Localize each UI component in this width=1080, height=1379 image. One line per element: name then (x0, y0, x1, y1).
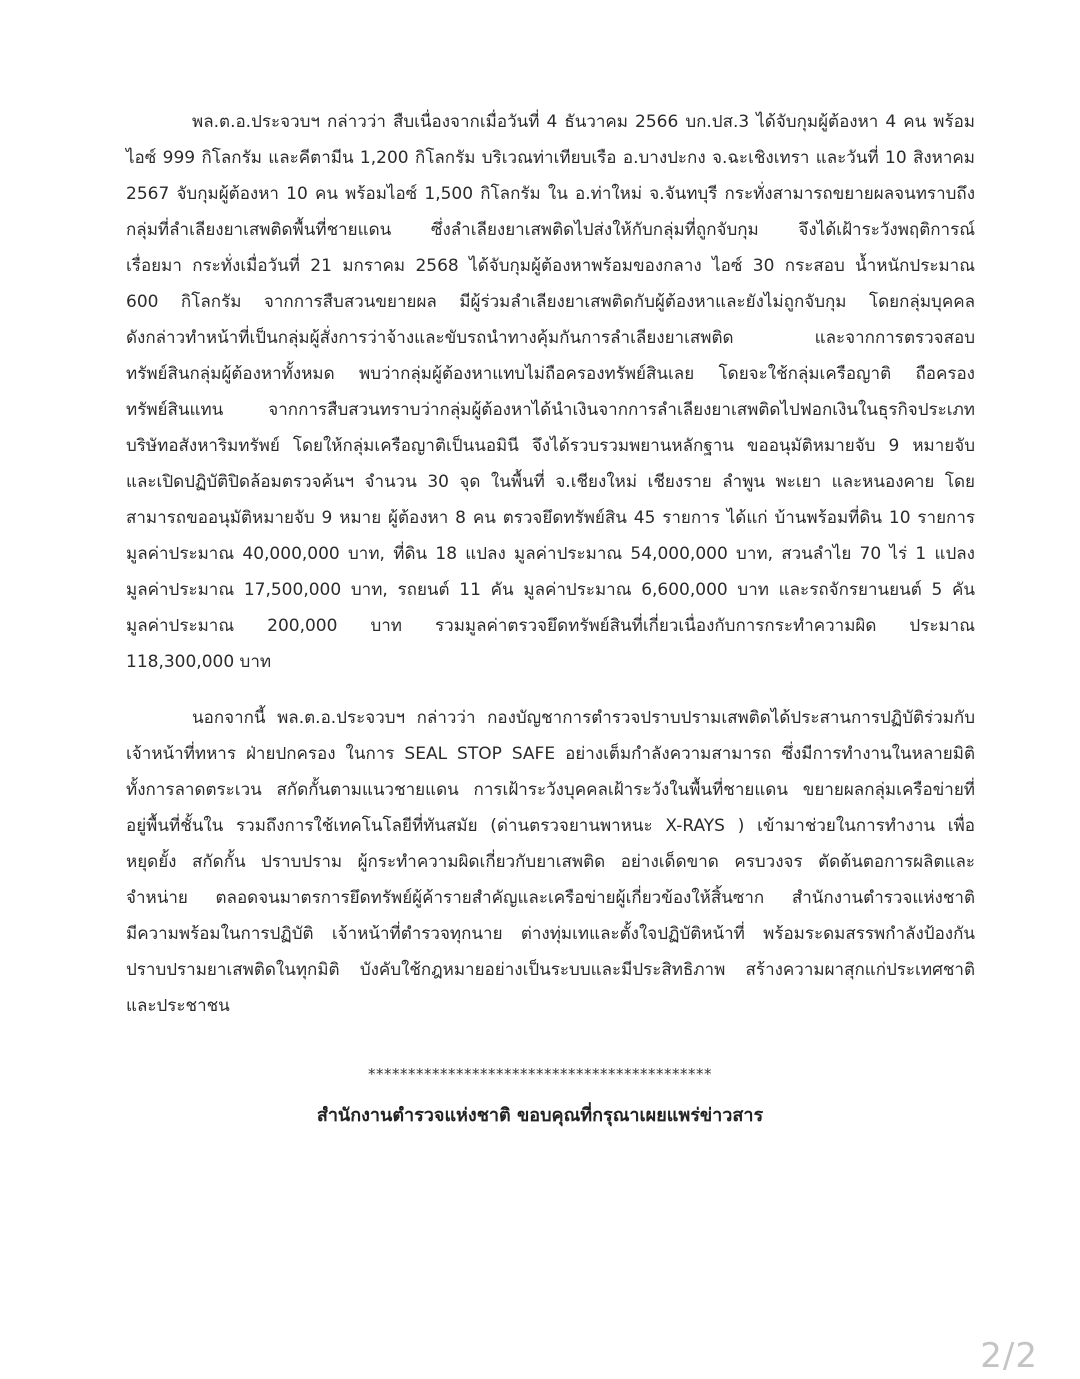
text-line: ไอซ์ 999 กิโลกรัม และคีตามีน 1,200 กิโลกรัม บริเวณท่าเทียบเรือ อ.บางปะกง จ.ฉะเชิงเทรา และวันที่ 10 สิงหาคม (126, 148, 975, 168)
text-line: ปราบปรามยาเสพติดในทุกมิติ บังคับใช้กฎหมายอย่างเป็นระบบและมีประสิทธิภาพ สร้างความผาสุกแก่ประเทศชาติ (126, 960, 975, 980)
text-line: ทรัพย์สินกลุ่มผู้ต้องหาทั้งหมด พบว่ากลุ่มผู้ต้องหาแทบไม่ถือครองทรัพย์สินเลย โดยจะใช้กลุ่มเครือญาติ ถือครอง (126, 364, 975, 384)
text-line: ทรัพย์สินแทน จากการสืบสวนทราบว่ากลุ่มผู้ต้องหาได้นำเงินจากการลำเลียงยาเสพติดไปฟอกเงินในธุรกิจประเภท (126, 400, 975, 420)
text-line: ดังกล่าวทำหน้าที่เป็นกลุ่มผู้สั่งการว่าจ้างและขับรถนำทางคุ้มกันการลำเลียงยาเสพติด และจากการตรวจสอบ (126, 328, 975, 348)
page-number: 2/2 (980, 1336, 1038, 1376)
paragraph-1 (126, 104, 975, 680)
text-line: และเปิดปฏิบัติปิดล้อมตรวจค้นฯ จำนวน 30 จุด ในพื้นที่ จ.เชียงใหม่ เชียงราย ลำพูน พะเยา และหนองคาย โดย (126, 472, 975, 492)
paragraph-2 (126, 700, 975, 1024)
closing-statement: สำนักงานตำรวจแห่งชาติ ขอบคุณที่กรุณาเผยแพร่ข่าวสาร (316, 1105, 764, 1126)
text-line: มีความพร้อมในการปฏิบัติ เจ้าหน้าที่ตำรวจทุกนาย ต่างทุ่มเทและตั้งใจปฏิบัติหน้าที่ พร้อมระดมสรรพกำลังป้องกัน (126, 924, 975, 944)
document-body (126, 104, 975, 1024)
text-line: 118,300,000 บาท (126, 652, 272, 672)
text-line: 600 กิโลกรัม จากการสืบสวนขยายผล มีผู้ร่วมลำเลียงยาเสพติดกับผู้ต้องหาและยังไม่ถูกจับกุม โดยกลุ่มบุคคล (126, 292, 975, 312)
text-line: สามารถขออนุมัติหมายจับ 9 หมาย ผู้ต้องหา 8 คน ตรวจยึดทรัพย์สิน 45 รายการ ได้แก่ บ้านพร้อมที่ดิน 10 รายการ (126, 508, 975, 528)
text-line: บริษัทอสังหาริมทรัพย์ โดยให้กลุ่มเครือญาติเป็นนอมินี จึงได้รวบรวมพยานหลักฐาน ขออนุมัติหมายจับ 9 หมายจับ (126, 436, 975, 456)
text-line: มูลค่าประมาณ 17,500,000 บาท, รถยนต์ 11 คัน มูลค่าประมาณ 6,600,000 บาท และรถจักรยานยนต์ 5 คัน (126, 580, 975, 600)
paragraph-gap (126, 680, 975, 700)
text-line: กลุ่มที่ลำเลียงยาเสพติดพื้นที่ชายแดน ซึ่งลำเลียงยาเสพติดไปส่งให้กับกลุ่มที่ถูกจับกุม จึงได้เฝ้าระวังพฤติการณ์ (126, 220, 975, 240)
text-line: 2567 จับกุมผู้ต้องหา 10 คน พร้อมไอซ์ 1,500 กิโลกรัม ใน อ.ท่าใหม่ จ.จันทบุรี กระทั่งสามารถขยายผลจนทราบถึง (126, 184, 975, 204)
separator-stars: ******************************************* (368, 1065, 712, 1083)
text-line: จำหน่าย ตลอดจนมาตรการยึดทรัพย์ผู้ค้ารายสำคัญและเครือข่ายผู้เกี่ยวข้องให้สิ้นซาก สำนักงานตำรวจแห่งชาติ (126, 888, 975, 908)
text-line: เจ้าหน้าที่ทหาร ฝ่ายปกครอง ในการ SEAL STOP SAFE อย่างเต็มกำลังความสามารถ ซึ่งมีการทำงานในหลายมิติ (126, 744, 975, 764)
text-line: ทั้งการลาดตระเวน สกัดกั้นตามแนวชายแดน การเฝ้าระวังบุคคลเฝ้าระวังในพื้นที่ชายแดน ขยายผลกลุ่มเครือข่ายที่ (126, 780, 975, 800)
text-line: พล.ต.อ.ประจวบฯ กล่าวว่า สืบเนื่องจากเมื่อวันที่ 4 ธันวาคม 2566 บก.ปส.3 ได้จับกุมผู้ต้องหา 4 คน พร้อม (192, 112, 975, 132)
text-line: มูลค่าประมาณ 40,000,000 บาท, ที่ดิน 18 แปลง มูลค่าประมาณ 54,000,000 บาท, สวนลำไย 70 ไร่ 1 แปลง (126, 544, 975, 564)
text-line: อยู่พื้นที่ชั้นใน รวมถึงการใช้เทคโนโลยีที่ทันสมัย (ด่านตรวจยานพาหนะ X-RAYS ) เข้ามาช่วยในการทำงาน เพื่อ (126, 816, 975, 836)
text-line: หยุดยั้ง สกัดกั้น ปราบปราม ผู้กระทำความผิดเกี่ยวกับยาเสพติด อย่างเด็ดขาด ครบวงจร ตัดต้นตอการผลิตและ (126, 852, 975, 872)
text-line: และประชาชน (126, 996, 230, 1016)
text-line: เรื่อยมา กระทั่งเมื่อวันที่ 21 มกราคม 2568 ได้จับกุมผู้ต้องหาพร้อมของกลาง ไอซ์ 30 กระสอบ น้ำหนักประมาณ (126, 256, 975, 276)
text-line: มูลค่าประมาณ 200,000 บาท รวมมูลค่าตรวจยึดทรัพย์สินที่เกี่ยวเนื่องกับการกระทำความผิด ประมาณ (126, 616, 975, 636)
text-line: นอกจากนี้ พล.ต.อ.ประจวบฯ กล่าวว่า กองบัญชาการตำรวจปราบปรามเสพติดได้ประสานการปฏิบัติร่วมกับ (192, 708, 975, 728)
